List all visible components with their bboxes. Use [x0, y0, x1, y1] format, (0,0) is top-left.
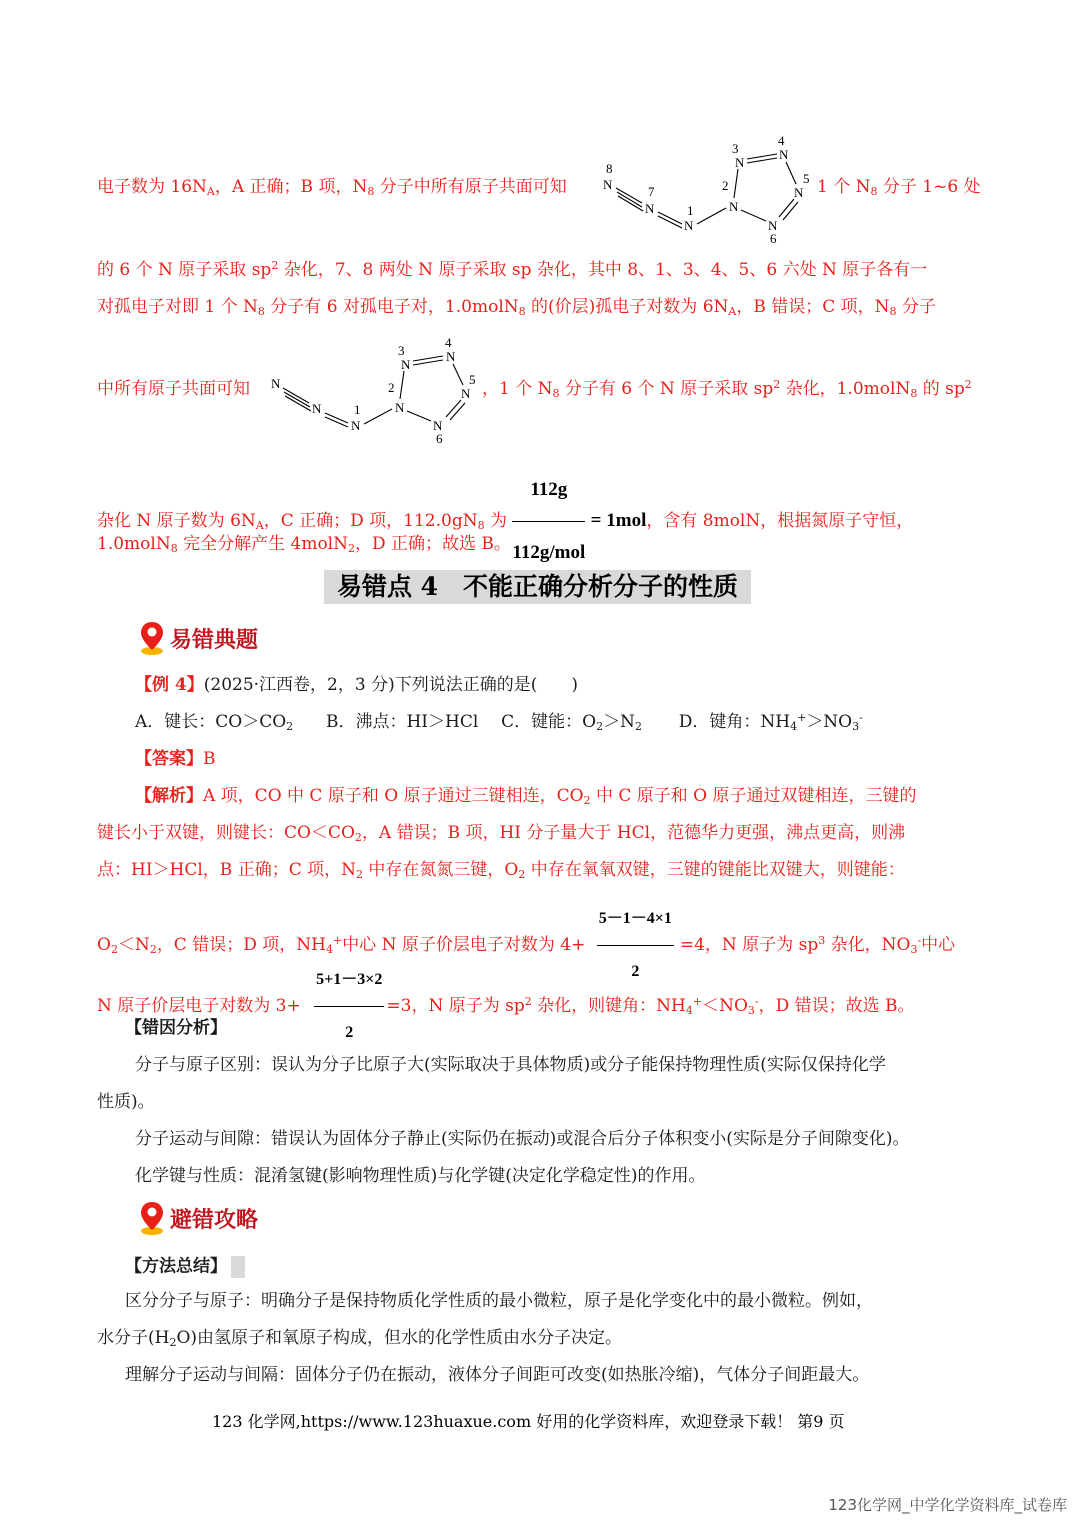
- text: 完全分解产生 4molN: [177, 534, 348, 554]
- text: ，含有 8molN，根据氮原子守恒，: [646, 511, 914, 531]
- superscript: +: [332, 934, 343, 947]
- label-2: 2: [722, 178, 729, 193]
- text: ，B 错误；C 项，N: [736, 297, 890, 317]
- method-label: 【方法总结】: [125, 1256, 227, 1277]
- text: 杂化 N 原子数为 6N: [97, 511, 256, 531]
- heading-text: 易错典题: [170, 626, 259, 653]
- denominator: 2: [345, 1024, 354, 1041]
- text: ，C 正确；D 项，112.0gN: [263, 511, 478, 531]
- label-6: 6: [436, 431, 443, 446]
- explain-label: 【解析】: [135, 786, 203, 806]
- subscript: A: [728, 305, 737, 318]
- location-pin-icon: [138, 1200, 166, 1236]
- atom-n3: N: [735, 155, 745, 170]
- highlight-block: [231, 1256, 245, 1278]
- denominator: 112g/mol: [512, 542, 586, 563]
- option-b: B．沸点：HI＞HCl: [325, 712, 479, 732]
- text: 的 sp: [917, 379, 965, 399]
- explain-line-1: [135, 788, 917, 805]
- n8-structure-diagram-2: [268, 333, 483, 448]
- label-4: 4: [445, 335, 452, 350]
- numerator: 5－1－4×1: [597, 896, 674, 946]
- label-6: 6: [770, 231, 777, 246]
- subscript: 2: [596, 720, 604, 733]
- analysis-line-4-tail: [482, 378, 972, 400]
- text: 中 C 原子和 O 原子通过双键相连，三键的: [590, 786, 917, 806]
- subscript: 8: [170, 542, 178, 555]
- label-7: 7: [648, 184, 655, 199]
- subscript: 8: [477, 519, 485, 532]
- text: 水分子(H: [97, 1328, 170, 1348]
- subscript: 8: [889, 305, 897, 318]
- text: 电子数为 16N: [97, 177, 207, 197]
- example-tag: 【例 4】: [135, 675, 204, 695]
- superscript: 2: [524, 995, 532, 1008]
- example-text: (2025·江西卷，2，3 分)下列说法正确的是( ): [203, 675, 578, 695]
- text: 对孤电子对即 1 个 N: [97, 297, 258, 317]
- error-cause-p1b: 性质)。: [97, 1092, 155, 1112]
- answer-label: 【答案】: [135, 749, 203, 769]
- text: ，A 正确；B 项，N: [214, 177, 368, 197]
- method-p1a: 区分分子与原子：明确分子是保持物质化学性质的最小微粒，原子是化学变化中的最小微粒。例如，: [125, 1291, 873, 1311]
- label-4: 4: [778, 133, 785, 148]
- text: 分子 1~6 处: [877, 177, 981, 197]
- atom-n7: N: [312, 401, 322, 416]
- subscript: 2: [110, 943, 118, 956]
- answer-value: B: [203, 749, 216, 769]
- text: A．键长：CO＞CO: [135, 712, 287, 732]
- subscript: 2: [583, 794, 591, 807]
- location-pin-icon: [138, 620, 166, 656]
- explain-line-3: [97, 862, 905, 879]
- subscript: A: [206, 185, 215, 198]
- example-options: [135, 711, 863, 733]
- atom-n8: N: [271, 376, 281, 391]
- option-c: [501, 712, 642, 732]
- text: 杂化，则键角：NH: [531, 996, 686, 1016]
- text: 中存在氮氮三键，O: [363, 860, 519, 880]
- text: O: [97, 935, 111, 955]
- subscript: 2: [634, 720, 642, 733]
- text: 分子有 6 对孤电子对，1.0molN: [264, 297, 519, 317]
- analysis-line-1: [97, 179, 567, 196]
- subscript: 4: [790, 720, 798, 733]
- label-5: 5: [469, 372, 476, 387]
- subscript: 8: [257, 305, 265, 318]
- atom-n5: N: [794, 185, 804, 200]
- denominator: 2: [631, 963, 640, 980]
- label-3: 3: [732, 141, 739, 156]
- label-2: 2: [388, 380, 395, 395]
- label-1: 1: [354, 402, 361, 417]
- numerator: 112g: [512, 462, 585, 522]
- text: 1 个 N: [817, 177, 871, 197]
- text: 1.0molN: [97, 534, 171, 554]
- subscript: 2: [149, 943, 157, 956]
- text: 中心: [921, 935, 956, 955]
- analysis-line-5: [97, 462, 913, 581]
- label-5: 5: [803, 171, 810, 186]
- text: 点：HI＞HCl，B 正确；C 项，N: [97, 860, 356, 880]
- subscript: 4: [325, 943, 333, 956]
- atom-n8: N: [603, 177, 613, 192]
- superscript: -: [917, 934, 922, 947]
- error-cause-p2: 分子运动与间隙：错误认为固体分子静止(实际仍在振动)或混合后分子体积变小(实际是分子间隙变化)。: [135, 1129, 910, 1149]
- fraction-vsepr-no3: [314, 957, 384, 1056]
- error-cause-p3: 化学键与性质：混淆氢键(影响物理性质)与化学键(决定化学稳定性)的作用。: [135, 1166, 706, 1186]
- atom-n6: N: [433, 418, 443, 433]
- analysis-line-2: [97, 259, 928, 280]
- text: ＞N: [603, 712, 635, 732]
- atom-n1: N: [684, 218, 694, 233]
- atom-n6: N: [768, 218, 778, 233]
- text: 杂化，7、8 两处 N 原子采取 sp 杂化，其中 8、1、3、4、5、6 六处 N 原子各有一: [278, 260, 928, 280]
- superscript: 2: [271, 259, 279, 272]
- subscript: 8: [870, 185, 878, 198]
- explain-line-5: [97, 957, 915, 1056]
- heading-typical-errors: [138, 620, 258, 656]
- numerator: 5+1－3×2: [314, 957, 384, 1007]
- atom-n2: N: [395, 400, 405, 415]
- text: ，D 错误；故选 B。: [758, 996, 915, 1016]
- equals-result: = 1mol: [590, 510, 647, 531]
- method-p1b: [97, 1330, 622, 1347]
- text: 分子中所有原子共面可知: [374, 177, 567, 197]
- atom-n7: N: [645, 201, 655, 216]
- atom-n4: N: [446, 349, 456, 364]
- label-3: 3: [398, 343, 405, 358]
- text: =3，N 原子为 sp: [386, 996, 525, 1016]
- subscript: 2: [356, 868, 363, 881]
- text: ＜N: [117, 935, 150, 955]
- heading-text: 避错攻略: [170, 1206, 259, 1233]
- superscript: -: [754, 995, 759, 1008]
- analysis-line-1-tail: [817, 179, 981, 196]
- text: 中存在氧氧双键，三键的键能比双键大，则键能：: [525, 860, 905, 880]
- text: D．键角：NH: [678, 712, 791, 732]
- text: 的(价层)孤电子对数为 6N: [525, 297, 729, 317]
- subscript: 8: [910, 387, 918, 400]
- analysis-line-6: [97, 536, 511, 553]
- label-8: 8: [606, 161, 613, 176]
- subscript: 8: [518, 305, 526, 318]
- option-d: [679, 712, 863, 732]
- subscript: 3: [852, 720, 860, 733]
- text: C．键能：O: [501, 712, 597, 732]
- subscript: 8: [552, 387, 560, 400]
- text: 中心 N 原子价层电子对数为 4+: [342, 935, 586, 955]
- label-1: 1: [687, 203, 694, 218]
- subscript: 4: [685, 1004, 693, 1017]
- atom-n2: N: [729, 199, 739, 214]
- superscript: 3: [818, 934, 826, 947]
- subscript: 2: [354, 831, 362, 844]
- text: O)由氢原子和氧原子构成，但水的化学性质由水分子决定。: [176, 1328, 623, 1348]
- text: 为: [484, 511, 508, 531]
- atom-n4: N: [779, 147, 789, 162]
- heading-avoid-errors: [138, 1200, 258, 1236]
- text: 中所有原子共面可知: [97, 379, 250, 399]
- text: 分子有 6 个 N 原子采取 sp: [559, 379, 774, 399]
- section-title: 易错点 4 不能正确分析分子的性质: [324, 570, 751, 604]
- subscript: 8: [367, 185, 375, 198]
- subscript: 2: [169, 1336, 177, 1349]
- text: ，D 正确；故选 B。: [355, 534, 511, 554]
- analysis-line-3: [97, 299, 936, 316]
- answer-line: [135, 751, 216, 768]
- text: ＜NO: [702, 996, 748, 1016]
- text: ，1 个 N: [482, 379, 553, 399]
- subscript: A: [255, 519, 264, 532]
- atom-n1: N: [351, 418, 361, 433]
- explain-line-2: [97, 825, 905, 842]
- subscript: 3: [747, 1004, 755, 1017]
- superscript: 2: [773, 378, 781, 391]
- text: ，C 错误；D 项，NH: [156, 935, 326, 955]
- atom-n5: N: [461, 386, 471, 401]
- text: 的 6 个 N 原子采取 sp: [97, 260, 272, 280]
- text: N 原子价层电子对数为 3+: [97, 996, 301, 1016]
- fraction-mass-over-molar-mass: [512, 462, 585, 581]
- example-stem: [135, 677, 578, 694]
- analysis-line-4: [97, 381, 250, 398]
- superscript: +: [797, 711, 807, 724]
- subscript: 2: [518, 868, 526, 881]
- superscript: 2: [964, 378, 972, 391]
- page-footer: 123 化学网,https://www.123huaxue.com 好用的化学资料库，欢迎登录下载！ 第9 页: [212, 1412, 845, 1431]
- method-label-row: [125, 1256, 245, 1278]
- error-cause-label: 【错因分析】: [125, 1018, 227, 1038]
- text: ，A 错误；B 项，HI 分子量大于 HCl，范德华力更强，沸点更高，则沸: [361, 823, 906, 843]
- text: =4，N 原子为 sp: [679, 935, 819, 955]
- subscript: 2: [286, 720, 294, 733]
- text: ＞NO: [806, 712, 853, 732]
- subscript: 3: [910, 943, 918, 956]
- method-p2: 理解分子运动与间隔：固体分子仍在振动，液体分子间距可改变(如热胀冷缩)，气体分子间距最大。: [125, 1365, 870, 1385]
- text: 杂化，1.0molN: [780, 379, 911, 399]
- text: A 项，CO 中 C 原子和 O 原子通过三键相连，CO: [203, 786, 584, 806]
- option-a: [135, 712, 293, 732]
- text: 分子: [896, 297, 936, 317]
- superscript: +: [692, 995, 703, 1008]
- atom-n3: N: [401, 357, 411, 372]
- subscript: 2: [348, 542, 355, 555]
- text: 键长小于双键，则键长：CO＜CO: [97, 823, 355, 843]
- watermark: 123化学网_中学化学资料库_试卷库: [828, 1496, 1067, 1514]
- text: 杂化，NO: [825, 935, 911, 955]
- n8-structure-diagram-1: [598, 132, 813, 247]
- superscript: -: [859, 711, 863, 724]
- error-cause-p1a: 分子与原子区别：误认为分子比原子大(实际取决于具体物质)或分子能保持物理性质(实际仅保持化学: [135, 1055, 886, 1075]
